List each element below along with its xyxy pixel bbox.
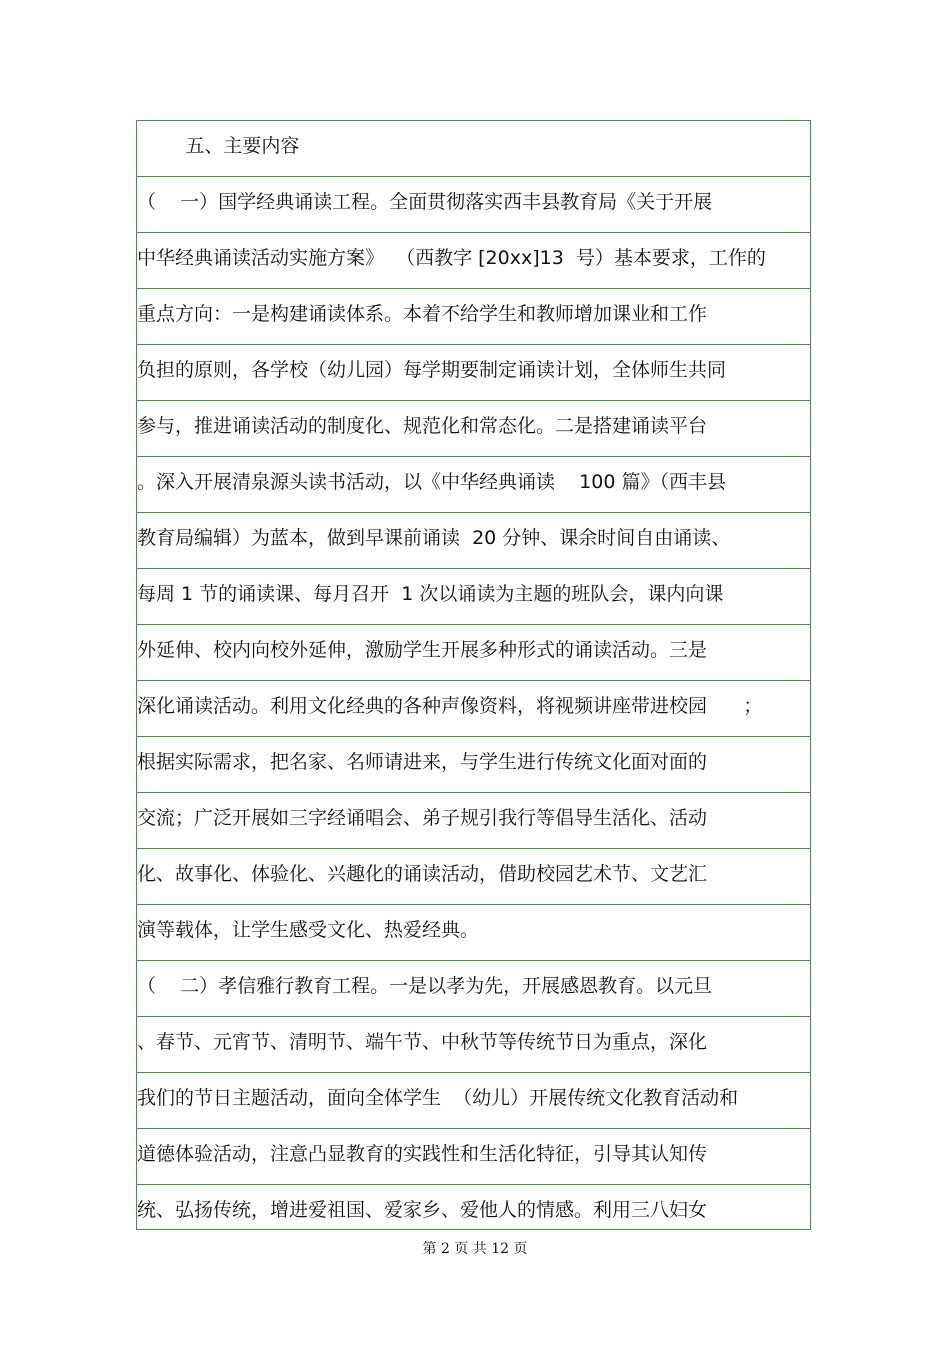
text-line <box>137 177 810 233</box>
line-text: 化、故事化、体验化、兴趣化的诵读活动，借助校园艺术节、文艺汇 <box>137 863 708 885</box>
line-text: 参与，推进诵读活动的制度化、规范化和常态化。二是搭建诵读平台 <box>137 415 708 437</box>
line-text: 负担的原则，各学校（幼儿园）每学期要制定诵读计划，全体师生共同 <box>137 359 727 381</box>
line-text: 交流；广泛开展如三字经诵唱会、弟子规引我行等倡导生活化、活动 <box>137 807 708 829</box>
text-line <box>137 849 810 905</box>
text-line <box>137 345 810 401</box>
text-line <box>137 1073 810 1129</box>
line-text: 重点方向：一是构建诵读体系。本着不给学生和教师增加课业和工作 <box>137 303 708 325</box>
line-text: 每周 1 节的诵读课、每月召开 1 次以诵读为主题的班队会，课内向课 <box>137 583 724 605</box>
line-text: 演等载体，让学生感受文化、热爱经典。 <box>137 919 480 941</box>
text-line <box>137 401 810 457</box>
line-text: （ 一）国学经典诵读工程。全面贯彻落实西丰县教育局《关于开展 <box>137 191 713 213</box>
line-text: 教育局编辑）为蓝本，做到早课前诵读 20 分钟、课余时间自由诵读、 <box>137 527 731 549</box>
text-line <box>137 737 810 793</box>
text-line <box>137 905 810 961</box>
text-line <box>137 961 810 1017</box>
line-text: 统、弘扬传统，增进爱祖国、爱家乡、爱他人的情感。利用三八妇女 <box>137 1199 708 1221</box>
line-text: 外延伸、校内向校外延伸，激励学生开展多种形式的诵读活动。三是 <box>137 639 708 661</box>
text-line <box>137 1017 810 1073</box>
page-number-footer: 第 2 页 共 12 页 <box>422 1241 528 1257</box>
line-text: 、春节、元宵节、清明节、端午节、中秋节等传统节日为重点，深化 <box>137 1031 708 1053</box>
text-line <box>137 1185 810 1230</box>
line-text: 中华经典诵读活动实施方案》 （西教字 [20xx]13 号）基本要求，工作的 <box>137 247 766 269</box>
line-text: （ 二）孝信雅行教育工程。一是以孝为先，开展感恩教育。以元旦 <box>137 975 713 997</box>
line-text: 五、主要内容 <box>137 135 300 157</box>
text-line <box>137 1129 810 1185</box>
text-line <box>137 457 810 513</box>
text-line <box>137 121 810 177</box>
document-text-frame <box>136 120 811 1230</box>
text-line <box>137 233 810 289</box>
text-line <box>137 513 810 569</box>
line-text: 。深入开展清泉源头读书活动，以《中华经典诵读 100 篇》（西丰县 <box>137 471 726 493</box>
line-text: 深化诵读活动。利用文化经典的各种声像资料，将视频讲座带进校园 ； <box>137 695 763 717</box>
line-text: 我们的节日主题活动，面向全体学生 （幼儿）开展传统文化教育活动和 <box>137 1087 739 1109</box>
text-line <box>137 681 810 737</box>
text-line <box>137 289 810 345</box>
text-line <box>137 569 810 625</box>
text-line <box>137 793 810 849</box>
line-text: 根据实际需求，把名家、名师请进来，与学生进行传统文化面对面的 <box>137 751 708 773</box>
line-text: 道德体验活动，注意凸显教育的实践性和生活化特征，引导其认知传 <box>137 1143 708 1165</box>
text-line <box>137 625 810 681</box>
